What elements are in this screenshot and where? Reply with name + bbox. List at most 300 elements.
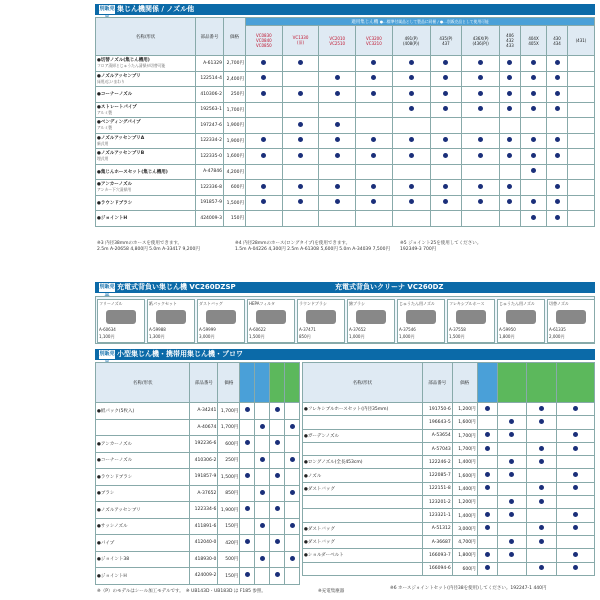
compat-cell [520, 102, 546, 118]
compat-dot-icon [555, 153, 560, 158]
compat-cell [462, 211, 500, 227]
compat-dot-icon [485, 565, 490, 570]
compat-dot-icon [509, 512, 514, 517]
compat-cell [285, 485, 300, 502]
compat-cell [430, 102, 462, 118]
compat-cell [547, 180, 568, 196]
compat-cell [319, 180, 356, 196]
compat-dot-icon [531, 106, 536, 111]
compat-cell [547, 87, 568, 103]
product-price: 3,000円 [199, 334, 215, 339]
compat-dot-icon [555, 75, 560, 80]
table-row [96, 452, 300, 469]
compat-dot-icon [409, 153, 414, 158]
s3-col-name: 名称/形状 [96, 363, 190, 403]
compat-dot-icon [260, 490, 265, 495]
compat-cell [319, 71, 356, 87]
cell-name: ●ノズル [303, 469, 423, 482]
cell-name: ●ガーデンノズル [303, 429, 423, 442]
compat-cell [392, 211, 430, 227]
compat-cell [392, 102, 430, 118]
compat-cell [246, 211, 283, 227]
machine-col-10: (431) [567, 26, 594, 56]
compat-dot-icon [485, 525, 490, 530]
machine-col-5: 435(P) 437 [430, 26, 462, 56]
product-part: A-59999 [199, 327, 216, 332]
compat-cell [246, 118, 283, 134]
compat-dot-icon [275, 539, 280, 544]
compat-cell [500, 164, 521, 180]
compat-dot-icon [573, 432, 578, 437]
note-5: ※5 ジョイント25を使用してください。 192349-3 700円 [400, 241, 482, 252]
compat-cell [246, 71, 283, 87]
cell-part: 123321-1 [422, 509, 452, 522]
compat-dot-icon [261, 75, 266, 80]
cell-price: 600円 [452, 562, 477, 575]
item-sub: アルミ製 [97, 109, 113, 115]
table-row [96, 87, 595, 103]
section3-title: 小型集じん機・携帯用集じん機・ブロワ [117, 350, 243, 358]
product-image-icon [506, 310, 536, 324]
compat-cell [282, 133, 319, 149]
price: 1,700円 [224, 102, 246, 118]
compat-cell [462, 149, 500, 165]
compat-dot-icon [245, 572, 250, 577]
cell-name: ●紙パック(5枚入) [96, 403, 190, 420]
compat-cell [567, 180, 594, 196]
table-row [96, 149, 595, 165]
compat-cell [392, 133, 430, 149]
table-row [96, 195, 595, 211]
compat-cell [500, 118, 521, 134]
compat-dot-icon [298, 60, 303, 65]
part-number: 122334-2 [196, 133, 224, 149]
s3-col-part: 部品番号 [190, 363, 218, 403]
compat-dot-icon [335, 199, 340, 204]
compat-cell [246, 164, 283, 180]
compat-cell [285, 535, 300, 552]
compat-cell [282, 118, 319, 134]
cell-price: 1,600円 [452, 416, 477, 429]
compat-cell [477, 549, 497, 562]
item-title: ●コーナーノズル [97, 92, 133, 98]
compat-cell [392, 164, 430, 180]
cell-name: ●サッシノズル [96, 518, 190, 535]
cell-part: A-53654 [422, 429, 452, 442]
compat-cell [497, 482, 527, 495]
product-price: 2,000円 [549, 334, 565, 339]
cell-price: 1,400円 [452, 482, 477, 495]
compat-dot-icon [509, 499, 514, 504]
compat-cell [255, 568, 270, 585]
compat-cell [477, 403, 497, 416]
compat-cell [246, 102, 283, 118]
section2-title1: 充電式背負い集じん機 VC260DZSP [117, 283, 236, 291]
compat-dot-icon [443, 153, 448, 158]
compat-cell [270, 452, 285, 469]
compat-dot-icon [509, 472, 514, 477]
compat-cell [527, 442, 557, 455]
cell-price: 1,200円 [452, 403, 477, 416]
cell-price: 1,500円 [218, 469, 240, 486]
compat-cell [392, 195, 430, 211]
compat-dot-icon [507, 60, 512, 65]
compat-cell [270, 469, 285, 486]
item-title: ●ノズルアッセンブリA [97, 135, 145, 141]
compat-dot-icon [509, 459, 514, 464]
compat-cell [557, 442, 595, 455]
compat-dot-icon [443, 91, 448, 96]
product-name: 切替ノズル [549, 301, 569, 306]
section2-header [95, 282, 595, 293]
cell-name: ●ショルダーベルト [303, 549, 423, 562]
compat-dot-icon [531, 60, 536, 65]
compat-cell [547, 211, 568, 227]
compat-dot-icon [555, 184, 560, 189]
product-image-icon [356, 310, 386, 324]
product-name: ダストバッグ [199, 301, 223, 306]
compat-cell [270, 518, 285, 535]
cell-part: 166093-7 [422, 549, 452, 562]
compat-cell [477, 496, 497, 509]
compat-cell [240, 568, 255, 585]
product-card [97, 299, 145, 343]
product-price: 1,500円 [249, 334, 265, 339]
item-name [96, 195, 196, 211]
compat-cell [282, 87, 319, 103]
compat-dot-icon [531, 137, 536, 142]
compat-cell [392, 87, 430, 103]
compat-dot-icon [290, 556, 295, 561]
item-title: ●ラウンドブラシ [97, 200, 133, 206]
compat-cell [567, 87, 594, 103]
product-part: A-59988 [149, 327, 166, 332]
section1-header [95, 4, 595, 15]
item-name [96, 211, 196, 227]
s3-footnote-mid: ※充電集塵器 [318, 589, 345, 594]
cell-name: ●ブラシ [96, 485, 190, 502]
compat-cell [462, 118, 500, 134]
compat-cell [430, 149, 462, 165]
compat-cell [520, 195, 546, 211]
compat-dot-icon [539, 525, 544, 530]
compat-cell [462, 87, 500, 103]
compat-dot-icon [335, 75, 340, 80]
cell-name: ●ジョイント38 [96, 551, 190, 568]
compat-cell [527, 535, 557, 548]
compat-dot-icon [298, 91, 303, 96]
compat-cell [527, 549, 557, 562]
compat-cell [285, 502, 300, 519]
compat-dot-icon [335, 153, 340, 158]
table-row [96, 164, 595, 180]
cell-name [303, 509, 423, 522]
compat-cell [240, 535, 255, 552]
compat-cell [497, 509, 527, 522]
cell-part: 123201-2 [422, 496, 452, 509]
product-price: 1,500円 [449, 334, 465, 339]
cell-name: ●ジョイントH [96, 568, 190, 585]
cell-name: ●パイプ [96, 535, 190, 552]
compat-cell [557, 522, 595, 535]
cell-price: 600円 [218, 436, 240, 453]
compat-cell [430, 164, 462, 180]
compat-cell [282, 71, 319, 87]
compat-dot-icon [539, 499, 544, 504]
compat-cell [477, 482, 497, 495]
part-number: 410306-2 [196, 87, 224, 103]
item-title: ●ノズルアッセンブリB [97, 151, 145, 157]
compat-dot-icon [371, 137, 376, 142]
compat-cell [356, 180, 393, 196]
compat-cell [285, 419, 300, 436]
machine-col-7: 406 432 433 [500, 26, 521, 56]
table-row [96, 118, 595, 134]
compat-cell [497, 469, 527, 482]
compat-dot-icon [539, 459, 544, 464]
compat-cell [462, 195, 500, 211]
compat-dot-icon [409, 75, 414, 80]
compat-dot-icon [531, 168, 536, 173]
compat-cell [547, 149, 568, 165]
product-card [197, 299, 245, 343]
compat-cell [477, 509, 497, 522]
cell-part: 410306-2 [190, 452, 218, 469]
compat-cell [477, 416, 497, 429]
compat-dot-icon [443, 184, 448, 189]
section1-title: 集じん機関係 / ノズル他 [117, 5, 195, 13]
compat-cell [285, 551, 300, 568]
cell-price: 1,400円 [452, 456, 477, 469]
machine-col-4: 491(P) (408(P)) [392, 26, 430, 56]
compat-cell [557, 456, 595, 469]
item-title: ●ジョイントH [97, 216, 128, 222]
item-name [96, 87, 196, 103]
compat-cell [270, 551, 285, 568]
product-price: 850円 [299, 334, 311, 339]
compat-dot-icon [509, 432, 514, 437]
cell-price: 1,400円 [452, 509, 477, 522]
compat-dot-icon [275, 473, 280, 478]
product-part: A-37471 [299, 327, 316, 332]
section2-products [95, 296, 595, 344]
cell-price: 500円 [218, 551, 240, 568]
product-name: HEPAフィルタ [249, 301, 275, 306]
machine-col-6: 436X(P) (436(P)) [462, 26, 500, 56]
compat-cell [285, 403, 300, 420]
compat-dot-icon [298, 137, 303, 142]
compat-cell [285, 436, 300, 453]
compat-cell [356, 195, 393, 211]
cell-name [96, 419, 190, 436]
compat-cell [477, 456, 497, 469]
compat-dot-icon [245, 407, 250, 412]
compat-cell [356, 118, 393, 134]
compat-dot-icon [555, 106, 560, 111]
compat-dot-icon [507, 75, 512, 80]
product-card [247, 299, 295, 343]
compat-cell [477, 535, 497, 548]
compat-dot-icon [507, 153, 512, 158]
compat-cell [240, 403, 255, 420]
cell-price: 1,700円 [218, 419, 240, 436]
compat-dot-icon [507, 184, 512, 189]
product-card [347, 299, 395, 343]
product-part: A-59950 [499, 327, 516, 332]
cell-name: ●ロングノズル(全長453cm) [303, 456, 423, 469]
compat-dot-icon [478, 106, 483, 111]
compat-dot-icon [573, 485, 578, 490]
product-card [147, 299, 195, 343]
compat-cell [527, 469, 557, 482]
compat-cell [520, 87, 546, 103]
cell-name: ●ダストバッグ [303, 522, 423, 535]
section1-tag: 別販売 [99, 6, 115, 12]
item-sub: 新式用 [97, 140, 109, 146]
compat-dot-icon [290, 457, 295, 462]
compat-dot-icon [335, 184, 340, 189]
compat-cell [392, 56, 430, 72]
s3-col-price: 価格 [218, 363, 240, 403]
compat-cell [430, 211, 462, 227]
product-name: フレキシブルホース [449, 301, 485, 306]
cell-name [303, 496, 423, 509]
compat-cell [527, 456, 557, 469]
compat-cell [246, 149, 283, 165]
compat-cell [547, 164, 568, 180]
price: 2,400円 [224, 71, 246, 87]
product-name: じゅうたん用ノズル [399, 301, 435, 306]
compat-cell [567, 71, 594, 87]
compat-cell [462, 56, 500, 72]
table-row [303, 403, 595, 416]
compat-cell [477, 442, 497, 455]
s3-footnote-right: ※6 ホースジョイントセット(内径38を使用)してください。192247-1 440円 [390, 586, 547, 591]
item-sub: 床用/広いまわり [97, 78, 125, 84]
product-price: 1,300円 [149, 334, 165, 339]
part-number: 122335-0 [196, 149, 224, 165]
compat-cell [567, 56, 594, 72]
compat-dot-icon [555, 91, 560, 96]
compat-cell [282, 211, 319, 227]
product-name: ラウンドブラシ [299, 301, 327, 306]
table-row [303, 416, 595, 429]
compat-dot-icon [261, 153, 266, 158]
table-row [96, 419, 300, 436]
compat-dot-icon [573, 446, 578, 451]
compat-cell [246, 180, 283, 196]
compat-cell [392, 180, 430, 196]
compat-cell [240, 419, 255, 436]
compat-cell [500, 133, 521, 149]
item-sub: アンカー下穴清掃用 [97, 187, 132, 193]
item-title: ●ストレートパイプ [97, 104, 137, 110]
table-row [96, 551, 300, 568]
part-number: 122514-4 [196, 71, 224, 87]
cell-part: 192236-6 [190, 436, 218, 453]
compat-cell [497, 535, 527, 548]
compat-cell [282, 164, 319, 180]
compat-cell [462, 180, 500, 196]
cell-part: 166094-6 [422, 562, 452, 575]
machine-col-3: VC3200 VC3210 [356, 26, 393, 56]
compat-cell [497, 442, 527, 455]
compat-dot-icon [261, 137, 266, 142]
compat-cell [255, 485, 270, 502]
item-name [96, 164, 196, 180]
compat-cell [282, 149, 319, 165]
compat-cell [567, 195, 594, 211]
compat-cell [557, 549, 595, 562]
compat-cell [246, 56, 283, 72]
table-row [303, 496, 595, 509]
cell-name: ●アンカーノズル [96, 436, 190, 453]
compat-dot-icon [261, 91, 266, 96]
compat-cell [430, 133, 462, 149]
compat-cell [356, 102, 393, 118]
compat-dot-icon [245, 539, 250, 544]
compat-cell [392, 118, 430, 134]
item-title: ●ノズルアッセンブリ [97, 73, 141, 79]
product-image-icon [106, 310, 136, 324]
compat-cell [497, 429, 527, 442]
cell-part: A-57043 [422, 442, 452, 455]
compat-dot-icon [507, 91, 512, 96]
compat-cell [520, 133, 546, 149]
compat-cell [356, 211, 393, 227]
compat-cell [282, 195, 319, 211]
compat-cell [500, 87, 521, 103]
compat-dot-icon [335, 91, 340, 96]
compat-cell [240, 551, 255, 568]
table-row [96, 180, 595, 196]
table-row [303, 522, 595, 535]
compat-cell [392, 149, 430, 165]
compat-cell [319, 87, 356, 103]
compat-cell [497, 456, 527, 469]
item-name [96, 180, 196, 196]
compat-dot-icon [261, 199, 266, 204]
s3r-col-price: 価格 [452, 363, 477, 403]
cell-price: 1,200円 [452, 496, 477, 509]
product-image-icon [306, 310, 336, 324]
product-image-icon [256, 310, 286, 324]
table-row [96, 518, 300, 535]
s3r-col-part: 部品番号 [422, 363, 452, 403]
compat-dot-icon [485, 472, 490, 477]
compat-cell [282, 56, 319, 72]
cell-name [303, 562, 423, 575]
machine-col-9: 430 434 [547, 26, 568, 56]
cell-part: A-34241 [190, 403, 218, 420]
part-number: 424009-3 [196, 211, 224, 227]
compat-cell [500, 149, 521, 165]
compat-cell [319, 102, 356, 118]
compat-cell [255, 518, 270, 535]
compat-cell [240, 469, 255, 486]
cell-price: 1,700円 [452, 429, 477, 442]
compat-cell [319, 164, 356, 180]
compat-dot-icon [478, 75, 483, 80]
compat-cell [500, 195, 521, 211]
part-number: A-61329 [196, 56, 224, 72]
compat-dot-icon [335, 122, 340, 127]
product-price: 1,000円 [349, 334, 365, 339]
cell-price: 420円 [218, 535, 240, 552]
compat-cell [520, 164, 546, 180]
compat-cell [255, 436, 270, 453]
compat-cell [557, 469, 595, 482]
